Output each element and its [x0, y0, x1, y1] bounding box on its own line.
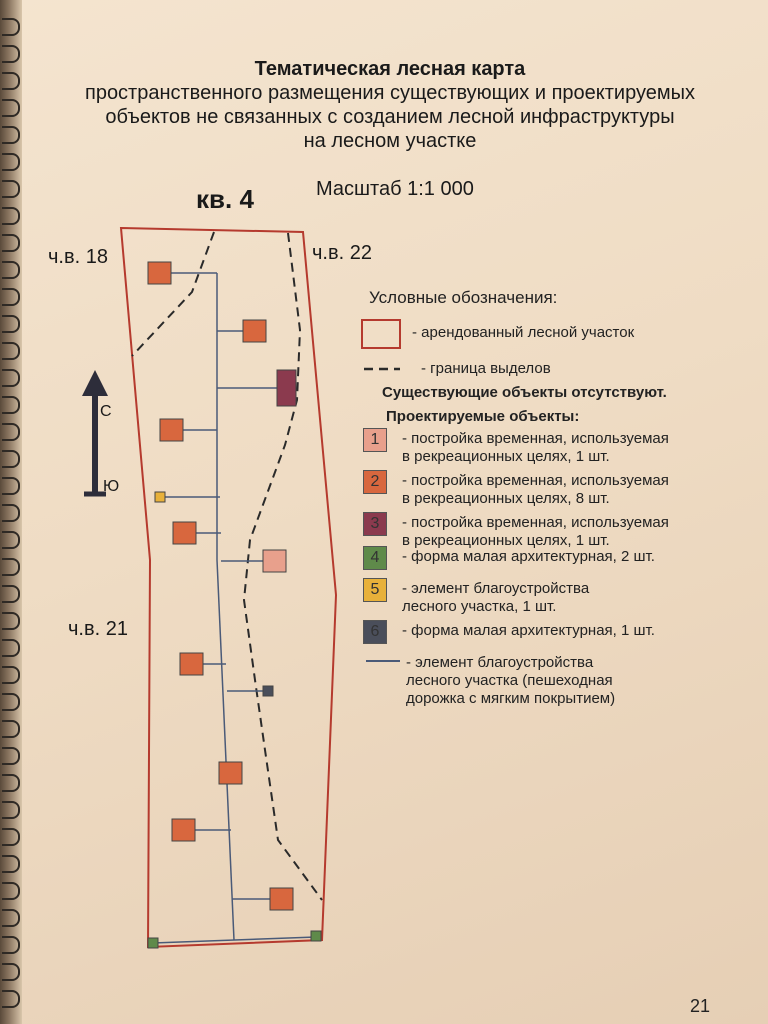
- scale-label: Масштаб 1:1 000: [316, 178, 474, 200]
- object-type-5: [155, 492, 165, 502]
- object-type-2: [172, 819, 195, 841]
- map-title: Тематическая лесная карта: [254, 58, 526, 80]
- neighbor-label-left: ч.в. 21: [68, 618, 128, 640]
- object-type-2: [160, 419, 183, 441]
- legend-leased-plot-label: - арендованный лесной участок: [412, 324, 635, 341]
- neighbor-label-top-left: ч.в. 18: [48, 246, 108, 268]
- legend-swatch-5: 5: [363, 578, 387, 602]
- legend-item-2-line-2: в рекреационных целях, 8 шт.: [402, 490, 610, 507]
- legend-path-label-line-2: лесного участка (пешеходная: [406, 672, 613, 689]
- compass-south-label: Ю: [103, 478, 120, 495]
- map-subtitle-line-3: на лесном участке: [303, 130, 477, 152]
- object-type-2: [180, 653, 203, 675]
- map-subtitle-line-1: пространственного размещения существующих и проектируемых: [84, 82, 696, 104]
- legend-item-6-line-1: - форма малая архитектурная, 1 шт.: [402, 622, 655, 639]
- object-type-4: [311, 931, 321, 941]
- leased-plot-boundary: [121, 228, 336, 947]
- object-type-2: [173, 522, 196, 544]
- legend-swatch-4: 4: [363, 546, 387, 570]
- legend-item-5-line-1: - элемент благоустройства: [402, 580, 590, 597]
- legend-leased-plot-swatch: [362, 320, 400, 348]
- legend-item-3-line-1: - постройка временная, используемая: [402, 514, 669, 531]
- map-subtitle-line-2: объектов не связанных с созданием лесной инфраструктуры: [105, 106, 675, 128]
- object-type-2: [270, 888, 293, 910]
- legend-path-label-line-3: дорожка с мягким покрытием): [406, 690, 616, 707]
- object-type-1: [263, 550, 286, 572]
- projected-objects: [148, 262, 321, 948]
- legend-item-1-line-1: - постройка временная, используемая: [402, 430, 669, 447]
- legend-item-1-line-2: в рекреационных целях, 1 шт.: [402, 448, 610, 465]
- legend-swatch-3: 3: [363, 512, 387, 536]
- legend-heading: Условные обозначения:: [369, 288, 558, 307]
- object-type-6: [263, 686, 273, 696]
- legend-projected-heading: Проектируемые объекты:: [386, 408, 580, 425]
- neighbor-label-top-right: ч.в. 22: [312, 242, 372, 264]
- legend-item-2-line-1: - постройка временная, используемая: [402, 472, 669, 489]
- compass-arrow-icon: [82, 370, 108, 494]
- compass-north-label: С: [100, 403, 112, 420]
- legend-item-3-line-2: в рекреационных целях, 1 шт.: [402, 532, 610, 549]
- legend-swatch-6: 6: [363, 620, 387, 644]
- object-type-2: [148, 262, 171, 284]
- legend-swatch-1: 1: [363, 428, 387, 452]
- quarter-label: кв. 4: [196, 184, 254, 214]
- object-type-2: [243, 320, 266, 342]
- legend-path-label-line-1: - элемент благоустройства: [406, 654, 594, 671]
- legend-item-5-line-2: лесного участка, 1 шт.: [402, 598, 557, 615]
- object-type-2: [219, 762, 242, 784]
- object-type-4: [148, 938, 158, 948]
- legend-item-4-line-1: - форма малая архитектурная, 2 шт.: [402, 548, 655, 565]
- object-type-3: [277, 370, 296, 406]
- page-number: 21: [690, 996, 711, 1016]
- legend-boundary-label: - граница выделов: [421, 360, 551, 377]
- legend-swatch-2: 2: [363, 470, 387, 494]
- legend-existing-note: Существующие объекты отсутствуют.: [382, 384, 667, 401]
